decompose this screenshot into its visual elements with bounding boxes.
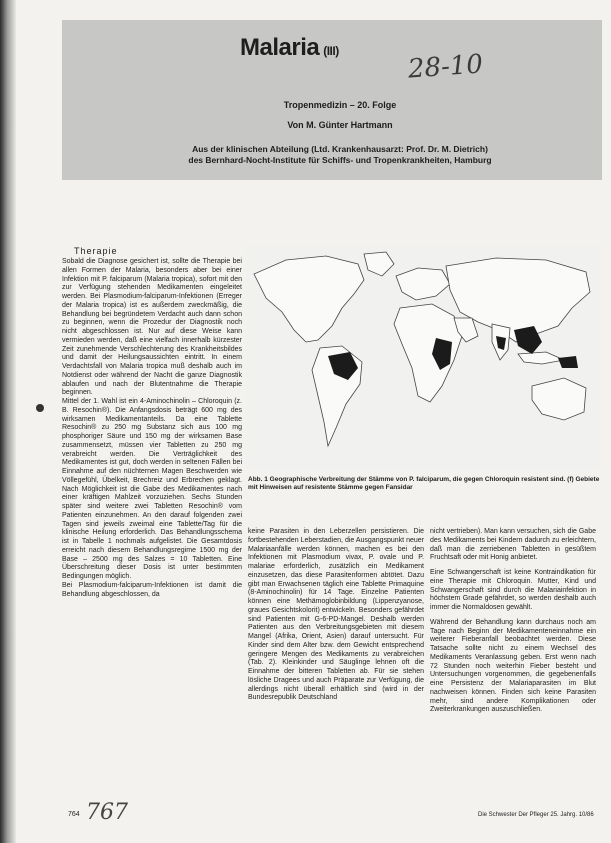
affiliation-line-2: des Bernhard-Nocht-Institute für Schiffs- und Tropenkrankheiten, Hamburg (188, 155, 492, 165)
affiliation-line-1: Aus der klinischen Abteilung (Ltd. Krankenhausarzt: Prof. Dr. M. Dietrich) (192, 144, 488, 154)
section-title: Therapie (74, 246, 118, 256)
figure-caption: Abb. 1 Geographische Verbreitung der Stämme von P. falciparum, die gegen Chloroquin resistent sind. (f) Gebiete mit Hinweisen auf resistente Stämme gegen Fansidar (248, 476, 600, 491)
paragraph: nicht vertrieben). Man kann versuchen, sich die Gabe des Medikaments bei Kindern dadurch zu erleichtern, daß man die zerriebenen Tabletten in gesüßtem Fruchtsaft oder mit Honig anbietet. (430, 528, 596, 562)
author-line: Von M. Günter Hartmann (287, 120, 393, 130)
europe-shape (396, 268, 450, 300)
ink-mark (36, 404, 44, 412)
page-number: 764 (68, 811, 80, 818)
paragraph: Mittel der 1. Wahl ist ein 4-Aminochinolin – Chloroquin (z. B. Resochin®). Die Anfangsdosis beträgt 600 mg des wirksamen Medikamentanteils. Da eine Tablette Resochin® zu 250 mg Substanz sich aus 100 mg phosphoriger Säure und 150 mg der wirksamen Base zusammensetzt, müssen vier Tabletten zu 250 mg verabreicht werden. Die Verträglichkeit des Medikamentes ist gut, doch werden in seltenen Fällen bei Einnahme auf den nüchternen Magen Beschwerden wie Völlegefühl, Übelkeit, Brechreiz und Erbrechen geklagt. Nach Möglichkeit ist die Gabe des Medikamentes nach einer kräftigen Mahlzeit vorzuziehen. Sechs Stunden später sind weitere zwei Tabletten Resochin® vom Patienten einzunehmen. An den darauf folgenden zwei Tagen sind jeweils zweimal eine Tablette/Tag für die klinische Heilung erforderlich. Das Behandlungsschema ist in Tabelle 1 nochmals aufgelistet. Die Gesamtdosis erreicht nach diesem Behandlungsregime 1500 mg der Base – 2500 mg des Salzes = 10 Tabletten. Eine Überschreitung dieser Dosis ist unter bestimmten Bedingungen möglich. (62, 398, 242, 580)
series-line: Tropenmedizin – 20. Folge (283, 100, 397, 110)
text-column-1 (62, 258, 242, 599)
paragraph: Während der Behandlung kann durchaus noch am Tage nach Beginn der Medikamenteneinnahme ein weiterer Fieberanfall beobachtet werden. Diese Tatsache sollte nicht zu einem Wechsel des Medikaments Veranlassung geben. Erst wenn nach 72 Stunden noch weiterhin Fieber besteht und Untersuchungen vorgenommen, die gegebenenfalls eine Persistenz der Malariaparasiten im Blut nachweisen können. Finden sich keine Parasiten mehr, sind andere Komplikationen oder Zweiterkrankungen auszuschließen. (430, 618, 596, 714)
affiliation (150, 144, 530, 166)
resistance-area-new-guinea (558, 356, 578, 368)
world-map-figure (246, 246, 600, 470)
handwritten-page-mark: 767 (86, 800, 128, 825)
handwritten-note: 28-10 (407, 49, 484, 85)
indonesia-shape (518, 352, 564, 364)
greenland-shape (364, 252, 394, 276)
article-title: Malaria (III) (240, 34, 339, 61)
title-suffix: (III) (323, 44, 339, 58)
text-column-3 (430, 528, 596, 715)
journal-footer: Die Schwester Der Pfleger 25. Jahrg. 10/86 (478, 812, 594, 818)
australia-shape (532, 378, 586, 420)
paragraph: keine Parasiten in den Leberzellen persistieren. Die fortbestehenden Leberstadien, die Ausgangspunkt neuer Malariaanfälle werden können, machen es bei den Infektionen mit Plasmodium vivax, P. ovale und P. malariae erforderlich, zusätzlich ein Medikament einzusetzen, das diese Parasitenformen abtötet. Dazu gibt man Erwachsenen täglich eine Tablette Primaquine (8-Aminochinolin) für 14 Tage. Einzelne Patienten können eine Methämoglobinbildung (Lippenzyanose, graues Gesichtskolorit) entwickeln. Besonders gefährdet sind Patienten mit G-6-PD-Mangel. Deshalb werden Patienten aus den Verbreitungsgebieten mit diesem Mangel (Afrika, Orient, Asien) darauf untersucht. Für Kinder sind dem Alter bzw. dem Gewicht entsprechend geringere Mengen des Medikaments zu verabreichen (Tab. 2). Kleinkinder und Säuglinge lehnen oft die Einnahme der bitteren Tabletten ab. Für sie stehen lösliche Dragees und auch Präparate zur Verfügung, die allerdings nicht überall erhältlich sind (wird in der Bundesrepublik Deutschland (248, 528, 424, 702)
text-column-2 (248, 528, 424, 703)
world-map-image (246, 246, 600, 470)
paragraph: Eine Schwangerschaft ist keine Kontraindikation für eine Therapie mit Chloroquin. Mutter, Kind und Schwangerschaft sind durch die Malariainfektion in höchstem Grade gefährdet, so werden deshalb auch immer die Normaldosen gewählt. (430, 569, 596, 611)
paragraph: Bei Plasmodium-falciparum-Infektionen ist damit die Behandlung abgeschlossen, da (62, 581, 242, 598)
north-america-shape (254, 256, 364, 342)
africa-shape (394, 304, 462, 402)
paragraph: Sobald die Diagnose gesichert ist, sollte die Therapie bei allen Formen der Malaria, besonders aber bei einer Infektion mit P. falciparum (Malaria tropica), sofort mit den zur Verfügung stehenden Medikamenten eingeleitet werden. Bei Plasmodium-falciparum-Infektionen (Erreger der Malaria tropica) ist es außerdem zweckmäßig, die Behandlung bei begründetem Verdacht auch dann schon zu beginnen, wenn die Prozedur der Diagnostik noch nicht abgeschlossen ist. Nur auf diese Weise kann vermieden werden, daß eine vielfach innerhalb kürzester Zeit zunehmende Verschlechterung des Krankheitsbildes und damit der Heilungsaussichten eintritt. In einem Verdachtsfall von Malaria tropica muß deshalb auch im Notdienst oder während der Nacht die ganze Diagnostik ablaufen und nach der Blutentnahme die Therapie beginnen. (62, 258, 242, 397)
